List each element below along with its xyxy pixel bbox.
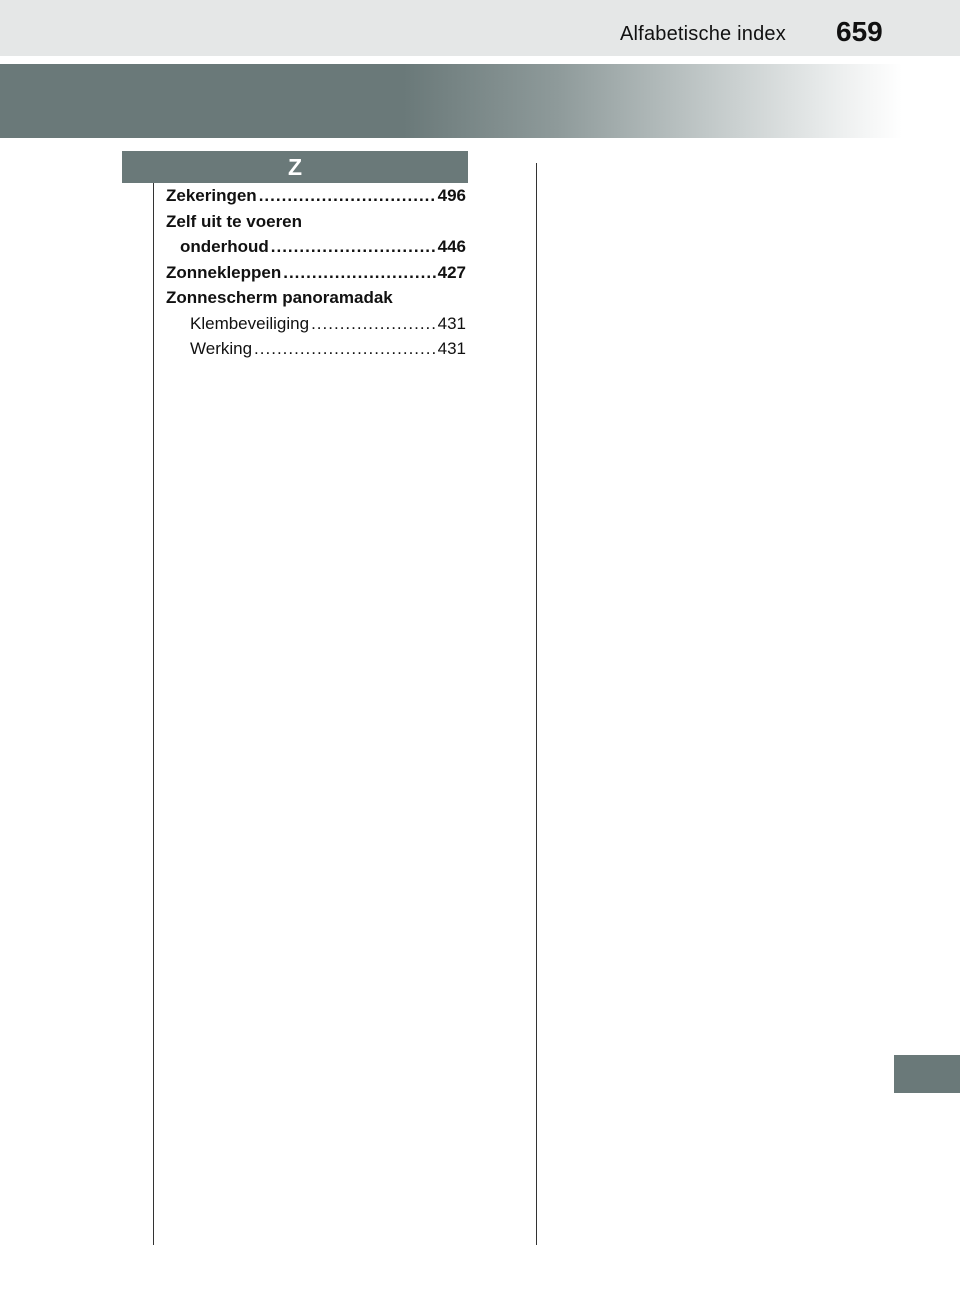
- index-entry-continuation: [166, 237, 466, 263]
- page-number: 659: [836, 16, 883, 47]
- index-entry-label: Zonnescherm panoramadak: [166, 288, 393, 307]
- index-subentry-page: 431: [437, 313, 466, 333]
- index-letter-heading: [122, 151, 468, 183]
- index-entry-page: 496: [437, 186, 466, 205]
- column-rule-middle: [536, 163, 537, 1245]
- index-entry-label: onderhoud: [180, 237, 269, 256]
- column-rule-left: [153, 183, 154, 1245]
- index-subentry-page: 431: [437, 339, 466, 358]
- dot-leader: [254, 339, 436, 359]
- index-letter: Z: [287, 154, 303, 180]
- index-entry: [166, 212, 466, 238]
- dot-leader: [259, 186, 436, 206]
- index-subentry: [166, 314, 466, 340]
- index-subentry: [166, 339, 466, 365]
- dot-leader: [271, 237, 436, 257]
- index-entry-page: 446: [437, 237, 466, 256]
- index-subentry-label: Klembeveiliging: [190, 313, 310, 333]
- dot-leader: [283, 263, 435, 283]
- index-entry-label: Zekeringen: [166, 186, 257, 205]
- index-entry-label: Zelf uit te voeren: [166, 211, 303, 231]
- index-subentry-label: Werking: [190, 339, 253, 358]
- top-header-strip: [0, 0, 960, 56]
- index-entry: [166, 288, 466, 314]
- index-entries: [166, 186, 466, 365]
- section-title: Alfabetische index: [620, 23, 786, 45]
- index-entry: [166, 186, 466, 212]
- chapter-side-tab: [894, 1055, 960, 1093]
- index-entry-label: Zonnekleppen: [166, 262, 282, 282]
- dot-leader: [311, 314, 436, 334]
- index-entry: [166, 263, 466, 289]
- index-entry-page: 427: [437, 262, 466, 282]
- header-gradient-band: [0, 64, 960, 138]
